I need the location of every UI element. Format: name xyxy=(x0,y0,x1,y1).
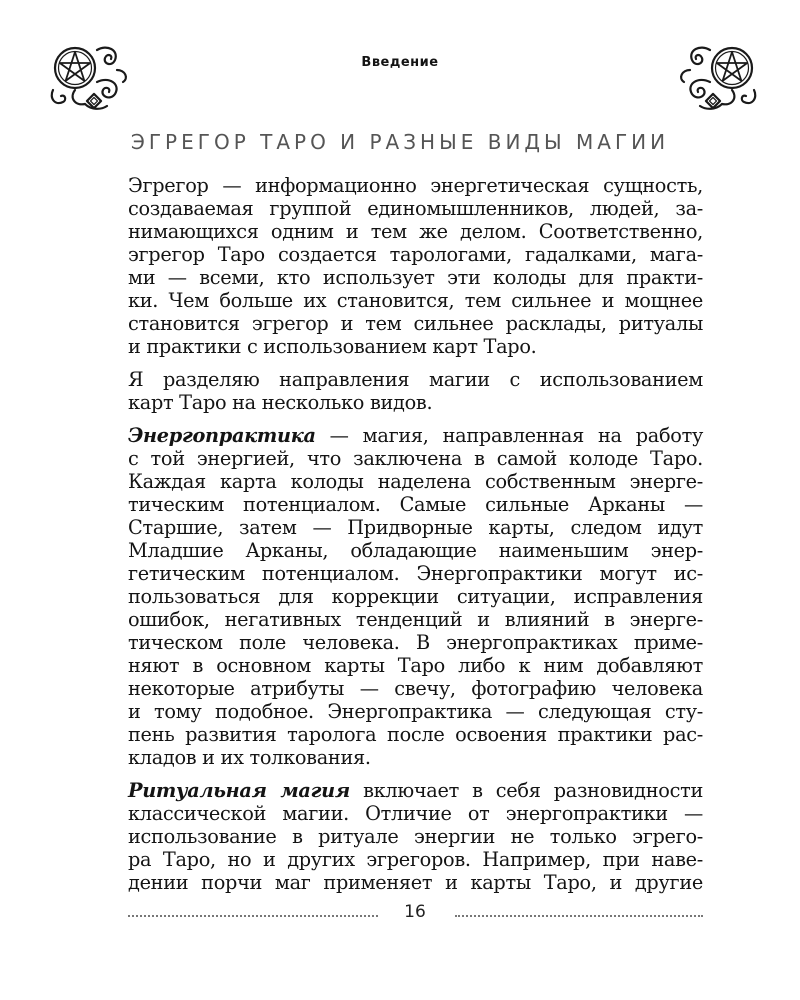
text-line: Старшие, затем — Придворные карты, следом идут xyxy=(128,516,703,539)
text-line: и тому подобное. Энергопрактика — следующая сту- xyxy=(128,700,703,723)
text-line: Я разделяю направления магии с использованием xyxy=(128,368,703,391)
paragraph-types xyxy=(128,368,703,414)
term-energy-practice: Энергопрактика xyxy=(128,424,316,447)
text-line: няют в основном карты Таро либо к ним добавляют xyxy=(128,654,703,677)
text-line: ошибок, негативных тенденций и влияний в энерге- xyxy=(128,608,703,631)
text-line: ки. Чем больше их становится, тем сильнее и мощнее xyxy=(128,289,703,312)
text-line: нимающихся одним и тем же делом. Соответственно, xyxy=(128,220,703,243)
text-line xyxy=(128,779,703,802)
text-line: становится эгрегор и тем сильнее расклады, ритуалы xyxy=(128,312,703,335)
text-line: ми — всеми, кто использует эти колоды для практи- xyxy=(128,266,703,289)
text-line: с той энергией, что заключена в самой колоде Таро. xyxy=(128,447,703,470)
paragraph-ritual-magic xyxy=(128,779,703,894)
text-line: ра Таро, но и других эгрегоров. Например, при наве- xyxy=(128,848,703,871)
text-line: и практики с использованием карт Таро. xyxy=(128,335,537,358)
page-number: 16 xyxy=(404,902,426,922)
text-line: пользоваться для коррекции ситуации, исправления xyxy=(128,585,703,608)
text-line: создаваемая группой единомышленников, людей, за- xyxy=(128,197,703,220)
text-line: гетическим потенциалом. Энергопрактики могут ис- xyxy=(128,562,703,585)
text-line: Эгрегор — информационно энергетическая сущность, xyxy=(128,174,703,197)
section-title: ЭГРЕГОР ТАРО И РАЗНЫЕ ВИДЫ МАГИИ xyxy=(130,130,670,154)
text-line xyxy=(128,424,703,447)
text-line: кладов и их толкования. xyxy=(128,746,371,769)
body-text xyxy=(128,174,703,904)
term-ritual-magic: Ритуальная магия xyxy=(128,779,350,802)
text-fragment: включает в себя разновидности xyxy=(349,779,703,802)
dotted-rule xyxy=(455,915,703,917)
text-line: классической магии. Отличие от энергопрактики — xyxy=(128,802,703,825)
text-line: дении порчи маг применяет и карты Таро, и другие xyxy=(128,871,703,894)
text-line: некоторые атрибуты — свечу, фотографию человека xyxy=(128,677,703,700)
text-line: использование в ритуале энергии не только эгрего- xyxy=(128,825,703,848)
text-line: Каждая карта колоды наделена собственным энерге- xyxy=(128,470,703,493)
text-line: пень развития таролога после освоения практики рас- xyxy=(128,723,703,746)
pentacle-swirl-icon xyxy=(672,40,762,115)
dotted-rule xyxy=(128,915,378,917)
paragraph-energy-practice xyxy=(128,424,703,769)
text-line: Младшие Арканы, обладающие наименьшим энер- xyxy=(128,539,703,562)
pentacle-swirl-icon xyxy=(45,40,135,115)
running-head: Введение xyxy=(361,55,439,70)
text-line: карт Таро на несколько видов. xyxy=(128,391,433,414)
text-line: тическим потенциалом. Самые сильные Арканы — xyxy=(128,493,703,516)
paragraph-egregor xyxy=(128,174,703,358)
text-line: тическом поле человека. В энергопрактиках приме- xyxy=(128,631,703,654)
text-fragment: — магия, направленная на работу xyxy=(315,424,703,447)
page-footer xyxy=(0,902,800,926)
text-line: эгрегор Таро создается тарологами, гадалками, мага- xyxy=(128,243,703,266)
